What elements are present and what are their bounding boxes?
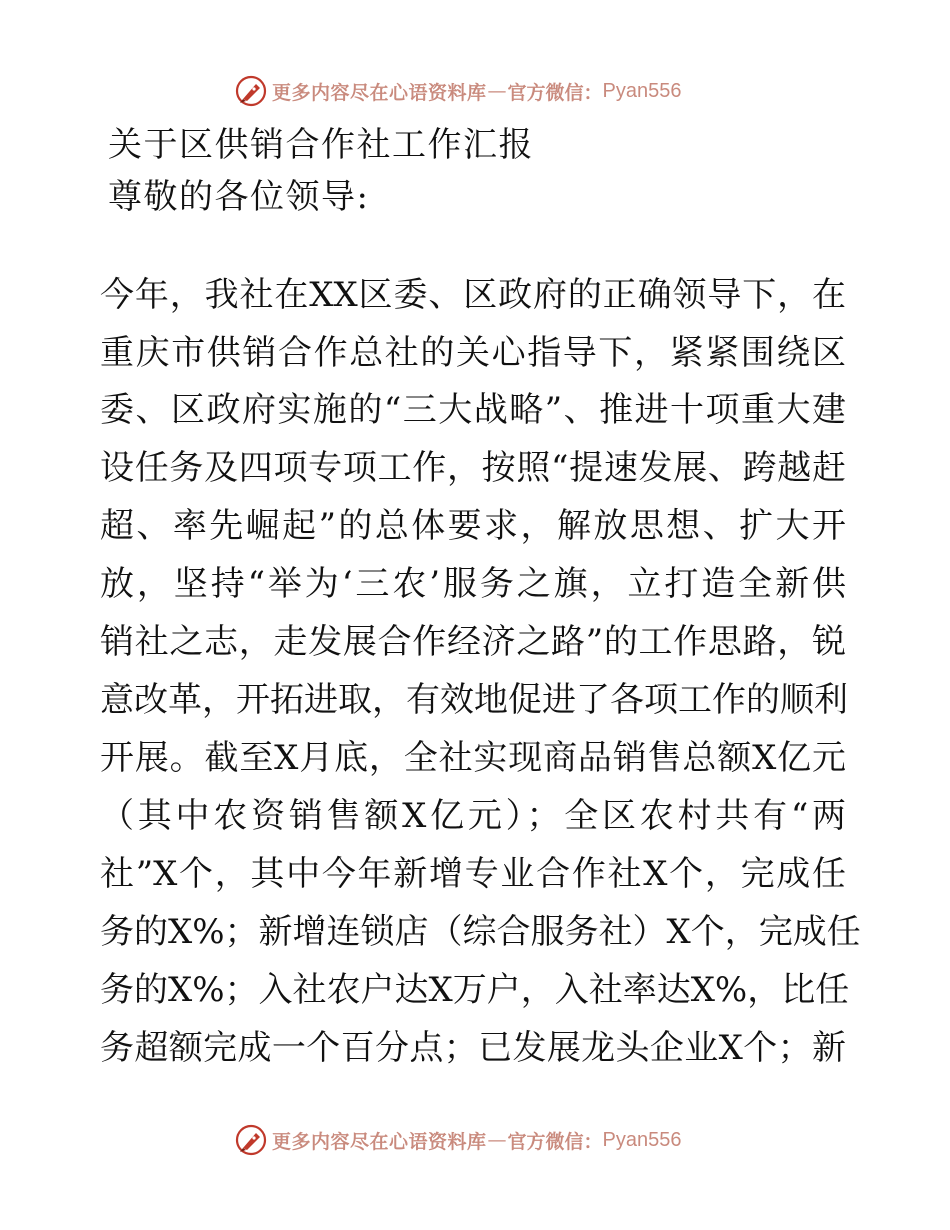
watermark-brand-text: 更多内容尽在心语资料库	[272, 81, 487, 104]
pen-logo-icon	[234, 74, 268, 108]
paragraph-line: 务的X%；新增连锁店（综合服务社）X个，完成任	[100, 912, 861, 952]
paragraph-line: 销社之志，走发展合作经济之路”的工作思路，锐	[100, 622, 846, 662]
watermark-wechat-id: Pyan556	[602, 79, 682, 102]
paragraph-line: 务超额完成一个百分点；已发展龙头企业X个；新	[100, 1028, 846, 1068]
salutation: 尊敬的各位领导:	[108, 177, 370, 217]
paragraph-line: 设任务及四项专项工作，按照“提速发展、跨越赶	[100, 448, 846, 488]
header-watermark	[234, 71, 682, 111]
paragraph-line: 务的X%；入社农户达X万户，入社率达X%，比任	[100, 970, 850, 1010]
footer-watermark	[234, 1120, 682, 1160]
watermark-wechat-label: 官方微信：	[507, 1130, 603, 1153]
watermark-wechat-id: Pyan556	[602, 1128, 682, 1151]
document-title: 关于区供销合作社工作汇报	[108, 125, 534, 165]
paragraph-line: 超、率先崛起”的总体要求，解放思想、扩大开	[100, 506, 846, 546]
paragraph-line: 今年，我社在XX区委、区政府的正确领导下，在	[100, 275, 846, 315]
paragraph-line: （其中农资销售额X亿元）；全区农村共有“两	[100, 796, 846, 836]
paragraph-line: 重庆市供销合作总社的关心指导下，紧紧围绕区	[100, 333, 846, 373]
paragraph-line: 委、区政府实施的“三大战略”、推进十项重大建	[100, 390, 846, 430]
paragraph-line: 意改革，开拓进取，有效地促进了各项工作的顺利	[100, 680, 848, 720]
paragraph-line: 社”X个，其中今年新增专业合作社X个，完成任	[100, 854, 846, 894]
watermark-separator: —	[487, 80, 507, 102]
watermark-brand-text: 更多内容尽在心语资料库	[272, 1130, 487, 1153]
watermark-wechat-label: 官方微信：	[507, 81, 603, 104]
pen-logo-icon	[234, 1123, 268, 1157]
paragraph-line: 开展。截至X月底，全社实现商品销售总额X亿元	[100, 738, 846, 778]
paragraph-line: 放，坚持“举为‘三农’服务之旗，立打造全新供	[100, 564, 846, 604]
watermark-separator: —	[487, 1129, 507, 1151]
